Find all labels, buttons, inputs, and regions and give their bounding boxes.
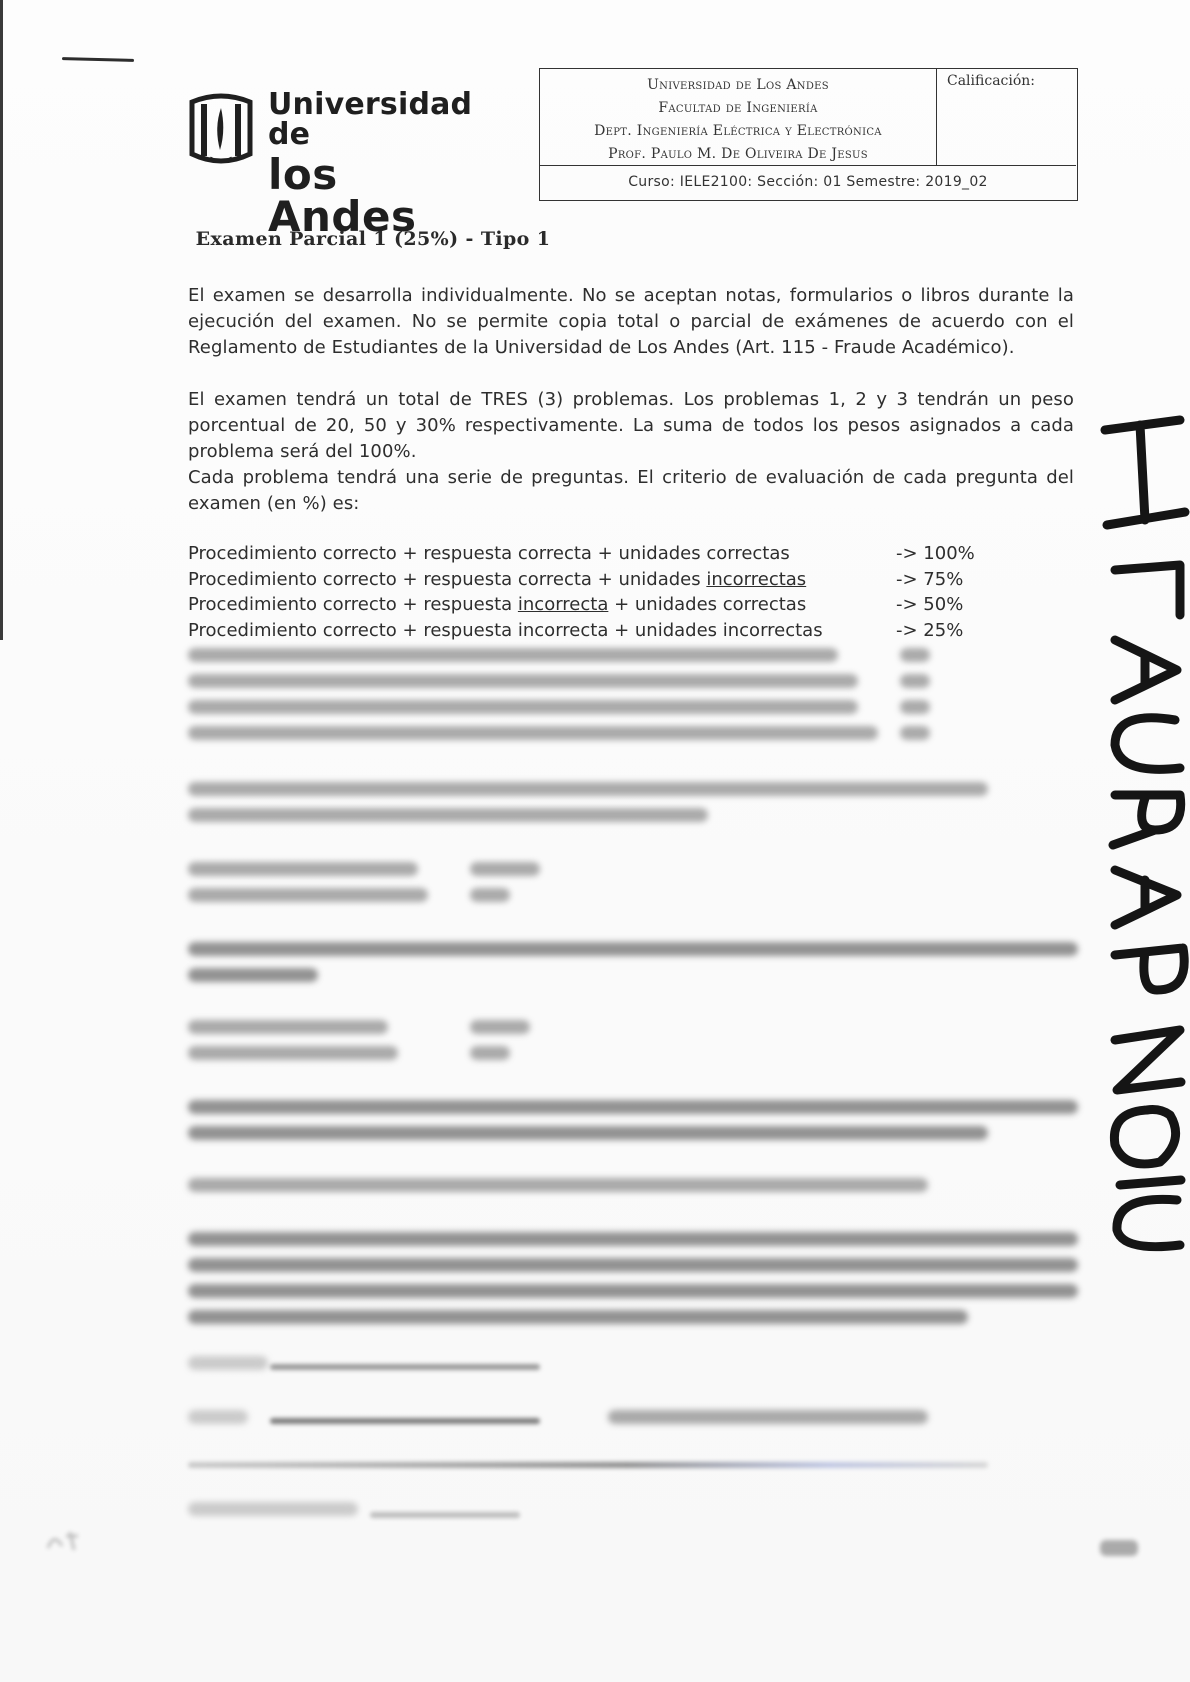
signature-line	[188, 1462, 988, 1468]
pen-mark	[62, 57, 134, 62]
exam-title: Examen Parcial 1 (25%) - Tipo 1	[195, 228, 551, 250]
blurred-line	[188, 700, 858, 714]
blurred-line	[900, 648, 930, 662]
blurred-content	[180, 640, 1090, 1570]
page-mark	[44, 1528, 84, 1556]
blurred-line	[188, 1258, 1078, 1272]
blurred-line	[608, 1410, 928, 1424]
page-number	[1100, 1540, 1138, 1556]
criteria-row	[188, 541, 1018, 567]
blurred-line	[188, 942, 1078, 956]
faculty-line: Facultad de Ingeniería	[658, 100, 818, 116]
blurred-line	[188, 1232, 1078, 1246]
blurred-line	[188, 968, 318, 982]
criteria-text: Procedimiento correcto + respuesta incorrecta + unidades incorrectas	[188, 619, 823, 641]
blurred-line	[900, 700, 930, 714]
blurred-line	[470, 888, 510, 902]
evaluation-criteria	[188, 541, 1018, 643]
blurred-line	[188, 808, 708, 822]
blurred-line	[188, 1284, 1078, 1298]
blurred-line	[188, 782, 988, 796]
logo-line-2: los Andes	[268, 150, 417, 241]
institution-block	[540, 69, 937, 166]
blurred-line	[188, 674, 858, 688]
signature-line	[270, 1364, 540, 1370]
university-logo	[186, 86, 486, 241]
criteria-value: -> 25%	[896, 619, 964, 641]
grade-label: Calificación:	[947, 73, 1036, 89]
blurred-line	[470, 862, 540, 876]
blurred-line	[188, 1126, 988, 1140]
criteria-value: -> 50%	[896, 594, 964, 615]
blurred-line	[188, 1502, 358, 1516]
criteria-text: Procedimiento correcto + respuesta incorrecta + unidades correctas	[188, 594, 807, 615]
blurred-line	[470, 1046, 510, 1060]
blurred-line	[188, 648, 838, 662]
blurred-line	[188, 1046, 398, 1060]
signature-line	[370, 1512, 520, 1518]
exam-header-box	[539, 68, 1078, 201]
blurred-line	[188, 1100, 1078, 1114]
blurred-line	[188, 1310, 968, 1324]
handwritten-annotation	[1085, 400, 1190, 1280]
blurred-line	[188, 888, 428, 902]
blurred-line	[188, 1410, 248, 1424]
blurred-line	[470, 1020, 530, 1034]
institution-line: Universidad de Los Andes	[647, 77, 829, 93]
scan-left-edge	[0, 0, 3, 640]
criteria-value: -> 75%	[896, 568, 964, 590]
exam-title-wrap	[0, 228, 1190, 250]
department-line: Dept. Ingeniería Eléctrica y Electrónica	[594, 123, 882, 139]
logo-wordmark	[268, 86, 486, 241]
criteria-text: Procedimiento correcto + respuesta correcta + unidades correctas	[188, 543, 790, 564]
blurred-line	[188, 1020, 388, 1034]
rules-paragraph: El examen se desarrolla individualmente. No se aceptan notas, formularios o libros durante la ejecución del examen. No se permite copia total o parcial de exámenes de acuerdo con el Reglamento de Estudiantes de la Universidad de Los Andes (Art. 115 - Fraude Académico).	[188, 285, 1074, 358]
blurred-line	[188, 726, 878, 740]
blurred-line	[188, 862, 418, 876]
criteria-text: Procedimiento correcto + respuesta correcta + unidades incorrectas	[188, 568, 807, 590]
blurred-line	[188, 1178, 928, 1192]
problems-paragraph: El examen tendrá un total de TRES (3) problemas. Los problemas 1, 2 y 3 tendrán un peso porcentual de 20, 50 y 30% respectivamente. La suma de todos los pesos asignados a cada problema será del 100%.	[188, 389, 1074, 462]
blurred-line	[900, 726, 930, 740]
criteria-intro-paragraph: Cada problema tendrá una serie de preguntas. El criterio de evaluación de cada pregunta del examen (en %) es:	[188, 467, 1074, 514]
criteria-row	[188, 592, 1018, 618]
professor-line: Prof. Paulo M. De Oliveira De Jesus	[608, 146, 868, 162]
signature-line	[270, 1418, 540, 1424]
criteria-row	[188, 567, 1018, 593]
blurred-line	[900, 674, 930, 688]
logo-emblem-icon	[186, 88, 256, 170]
logo-line-1: Universidad de	[268, 87, 473, 152]
grade-field[interactable]	[937, 69, 1076, 166]
course-line: Curso: IELE2100: Sección: 01 Semestre: 2019_02	[628, 174, 988, 190]
criteria-value: -> 100%	[896, 543, 975, 564]
blurred-line	[188, 1356, 268, 1370]
